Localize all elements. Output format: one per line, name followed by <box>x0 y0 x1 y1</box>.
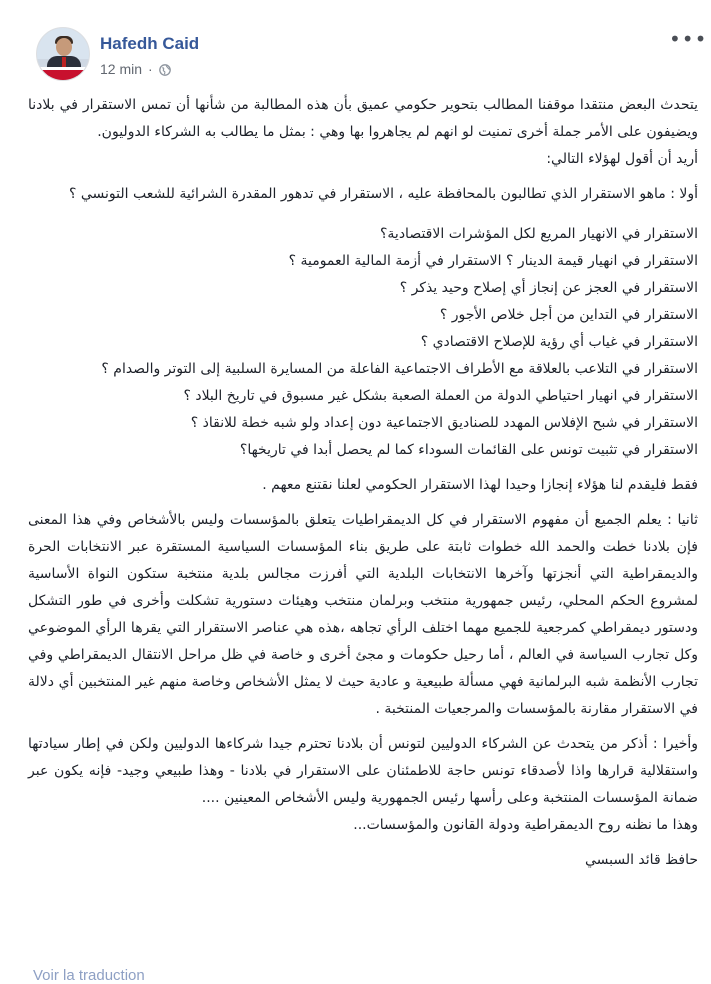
meta-separator: · <box>148 61 153 77</box>
post-paragraph: الاستقرار في تثبيت تونس على القائمات السوداء كما لم يحصل أبدا في تاريخها؟ <box>239 442 698 458</box>
post-paragraph: الاستقرار في التلاعب بالعلاقة مع الأطراف الاجتماعية الفاعلة من المسايرة السلبية إلى التوتر والصدام ؟ <box>101 361 698 377</box>
post-paragraph: ثانيا : يعلم الجميع أن مفهوم الاستقرار في كل الديمقراطيات يتعلق بالمؤسسات وليس بالأشخاص وفي هذا المعنى فإن بلادنا خطت والحمد الله خطوات ثابتة على طريق بناء المؤسسات السياسية المستقرة عبر الانتخابات الحرة والديمقراطية التي أنجزتها وآخرها الانتخابات البلدية التي أفرزت مجالس بلدية منتخبة ستكون النواة الأساسية لمشروع الحكم المحلي، رئيس جمهورية منتخب وبرلمان منتخب وهيئات دستورية تشكلت وأخرى في طور التشكل ودستور ديمقراطي كمرجعية للجميع مهما اختلف الرأي تجاهه ،هذه هي عناصر الاستقرار التي يقرها الرأي الموضوعي وكل تجارب السياسة في العالم ، أما رحيل حكومات و مجئ أخرى و خاصة في ظل مراحل الانتقال الديمقراطي وفي تجارب الأنظمة شبه البرلمانية فهي مسألة طبيعية و عادية حيث لا يمثل الأشخاص وخاصة منهم غير المنتخبين أي دلالة في الاستقرار مقارنة بالمؤسسات والمرجعيات المنتخبة . <box>28 512 698 717</box>
see-translation-link[interactable]: Voir la traduction <box>33 967 145 984</box>
more-options-icon[interactable]: ••• <box>669 27 708 51</box>
post-paragraph: يتحدث البعض منتقدا موقفنا المطالب بتحوير حكومي عميق بأن هذه المطالبة من شأنها أن تمس الاستقرار في بلادنا ويضيفون على الأمر جملة أخرى تمنيت لو انهم لم يجاهروا بها وهي : بمثل ما يطالب به الشركاء الدوليون. <box>28 97 698 140</box>
post-paragraph: الاستقرار في الانهيار المريع لكل المؤشرات الاقتصادية؟ <box>379 226 698 242</box>
post-paragraph: فقط فليقدم لنا هؤلاء إنجازا وحيدا لهذا الاستقرار الحكومي لعلنا نقتنع معهم . <box>262 477 698 493</box>
post-meta <box>100 61 171 77</box>
author-avatar[interactable] <box>36 27 90 81</box>
post-paragraph: أريد أن أقول لهؤلاء التالي: <box>546 151 698 167</box>
post-paragraph: الاستقرار في غياب أي رؤية للإصلاح الاقتصادي ؟ <box>420 334 698 350</box>
post-paragraph: الاستقرار في انهيار احتياطي الدولة من العملة الصعبة بشكل غير مسبوق في تاريخ البلاد ؟ <box>183 388 698 404</box>
post-paragraph: الاستقرار في التداين من أجل خلاص الأجور ؟ <box>439 307 698 323</box>
post-header <box>0 0 711 90</box>
post-paragraph: وأخيرا : أذكر من يتحدث عن الشركاء الدوليين لتونس أن بلادنا تحترم جيدا شركاءها الدوليين ولكن في إطار سيادتها واستقلالية قرارها واذا لأصدقاء تونس حاجة للاطمئنان على الاستقرار في بلادنا - وهذا طبيعي وجيد- فإنه يكون عبر ضمانة المؤسسات المنتخبة وعلى رأسها رئيس الجمهورية وليس الأشخاص المعينين .... <box>28 736 698 806</box>
post-paragraph: الاستقرار في انهيار قيمة الدينار ؟ الاستقرار في أزمة المالية العمومية ؟ <box>288 253 698 269</box>
post-paragraph: الاستقرار في شبح الإفلاس المهدد للصناديق الاجتماعية دون إعداد ولو شبه خطة للانقاذ ؟ <box>190 415 698 431</box>
post-text <box>28 92 698 874</box>
post-timestamp[interactable]: 12 min <box>100 61 143 77</box>
globe-icon[interactable] <box>159 63 171 75</box>
post-paragraph: وهذا ما نظنه روح الديمقراطية ودولة القانون والمؤسسات... <box>353 817 698 833</box>
post-paragraph: أولا : ماهو الاستقرار الذي تطالبون بالمحافظة عليه ، الاستقرار في تدهور المقدرة الشرائية للشعب التونسي ؟ <box>69 186 698 202</box>
post-signature: حافظ قائد السبسي <box>584 852 698 868</box>
post-paragraph: الاستقرار في العجز عن إنجاز أي إصلاح وحيد يذكر ؟ <box>399 280 698 296</box>
author-name[interactable]: Hafedh Caid <box>100 34 200 53</box>
